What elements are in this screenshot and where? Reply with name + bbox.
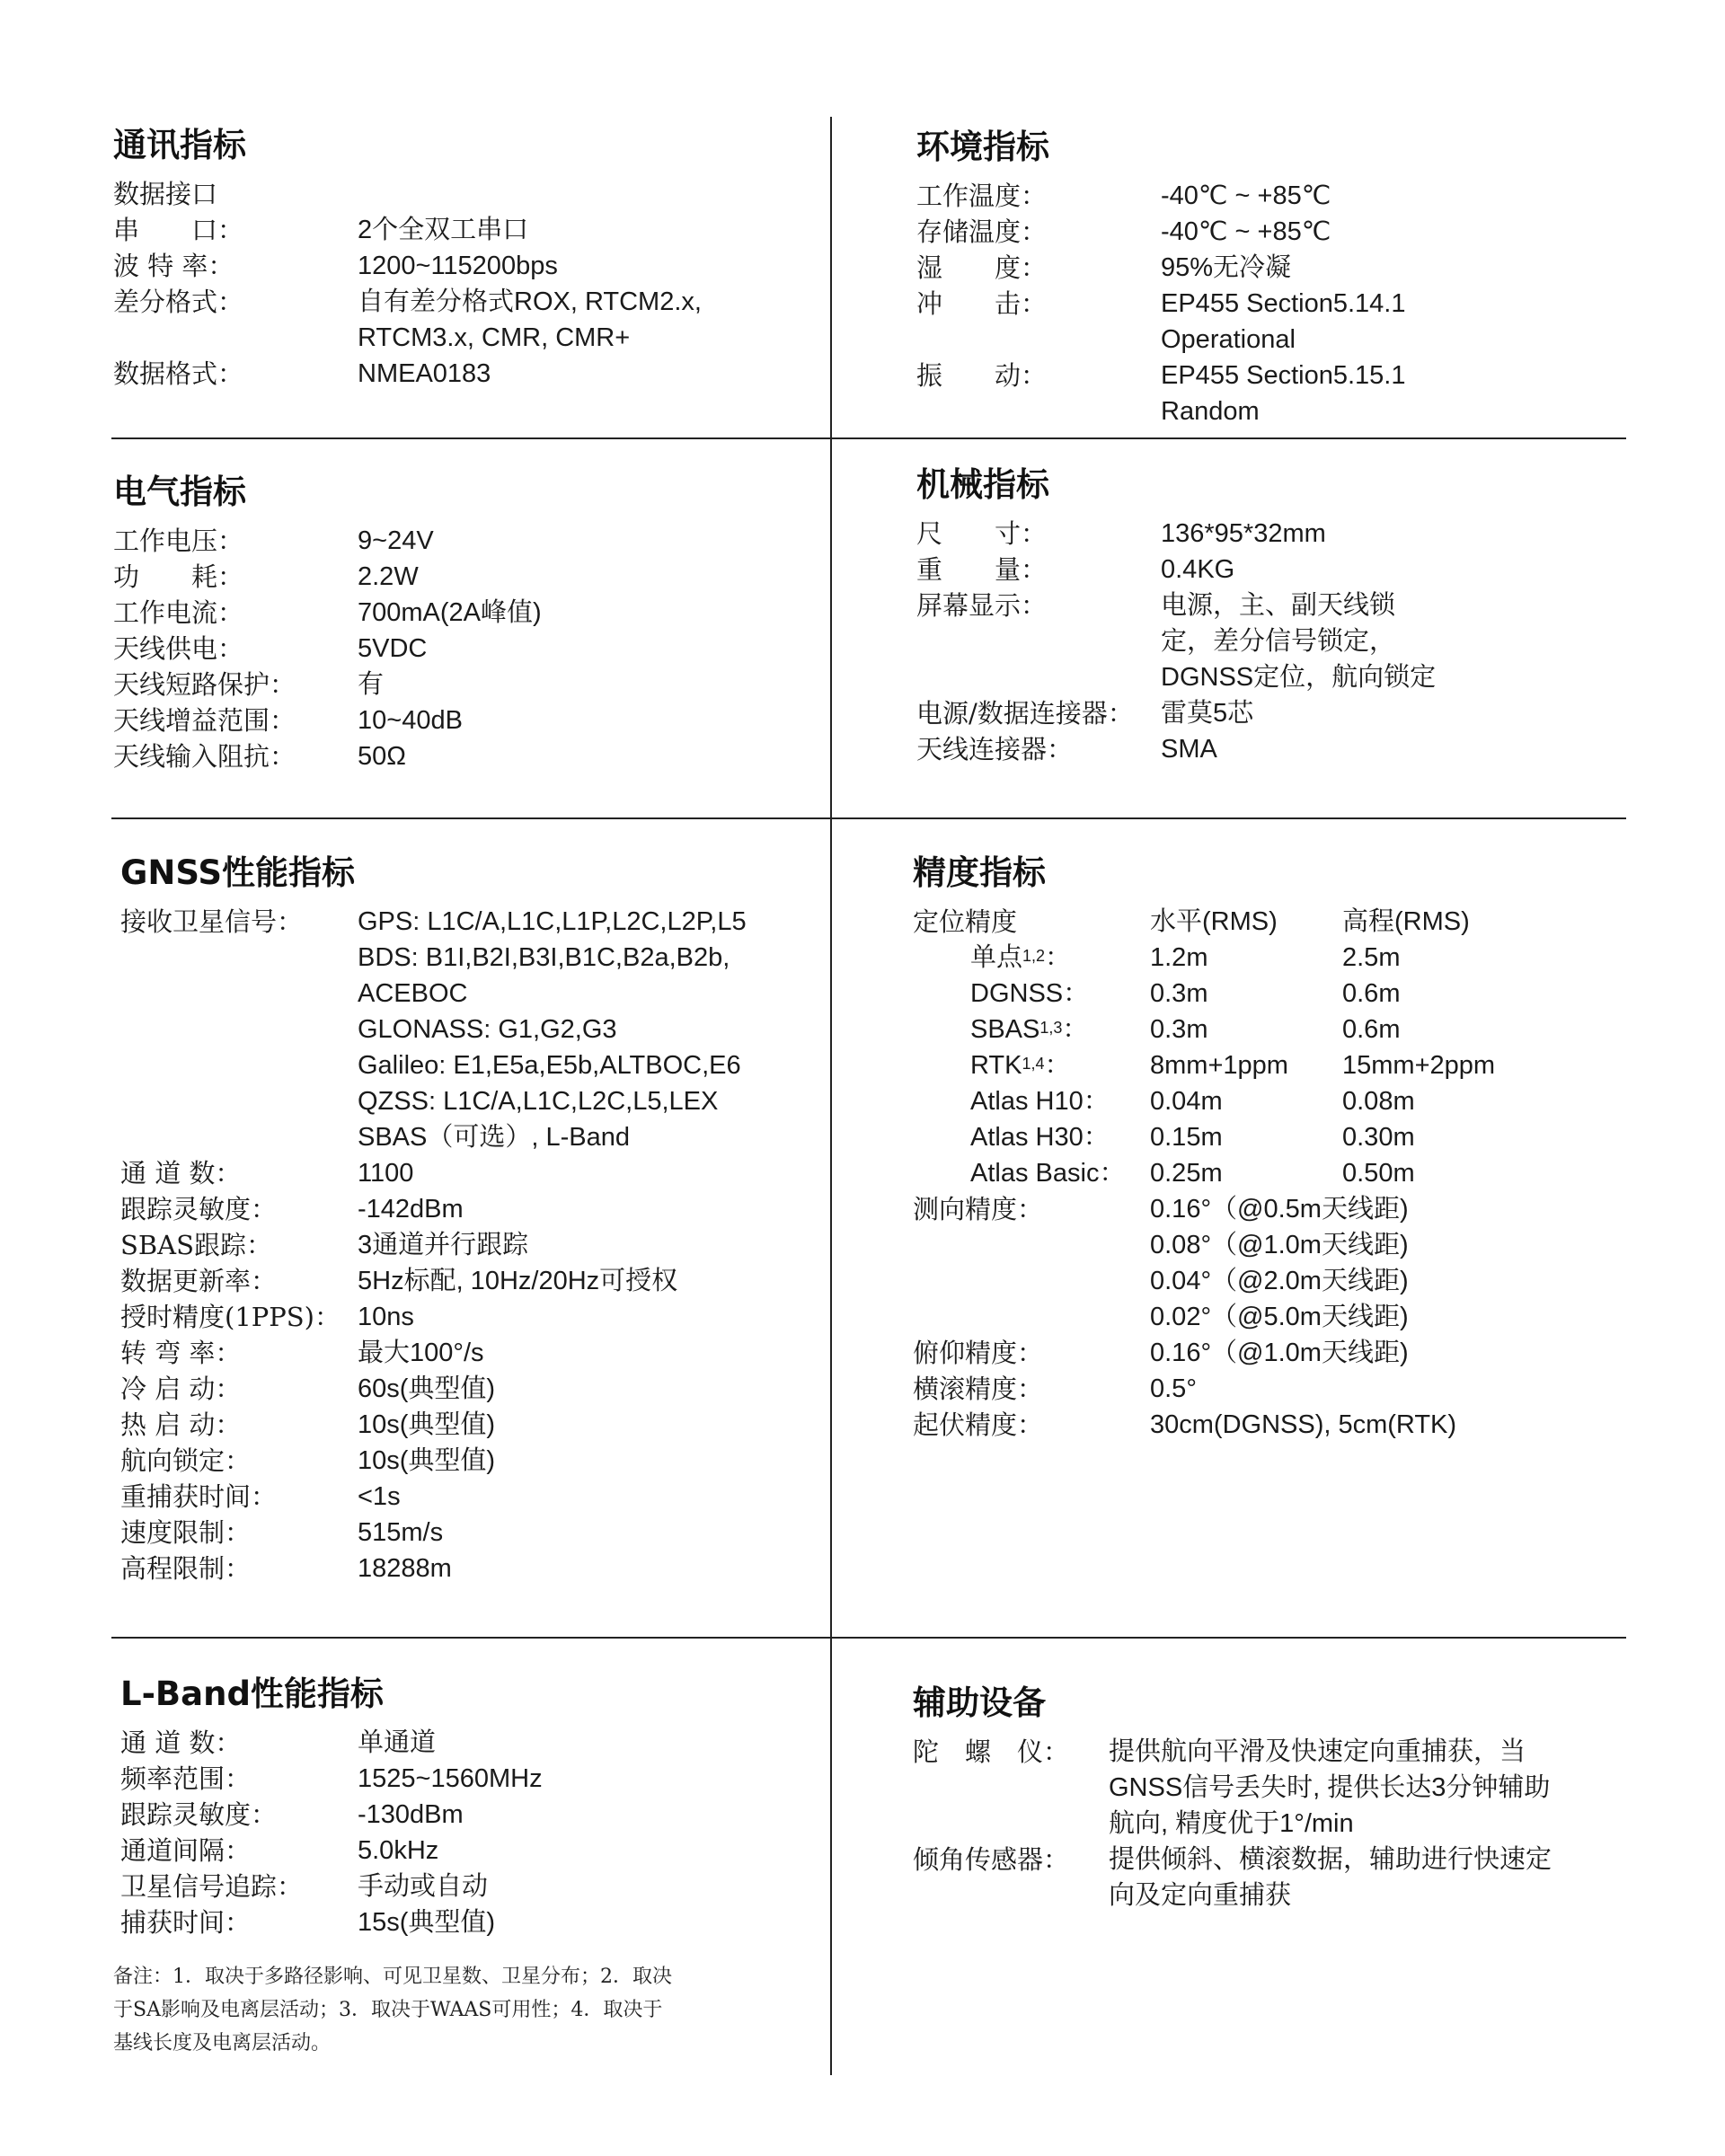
gnss-row-value-line: 最大100°/s — [358, 1339, 484, 1367]
lband-section — [120, 1673, 543, 1940]
gnss-row-value — [358, 1191, 464, 1227]
mech-rows — [916, 516, 1436, 767]
lband-row-value — [358, 1725, 436, 1761]
env-row-value-line: 95%无冷凝 — [1161, 253, 1292, 282]
env-section — [916, 126, 1405, 429]
prec-header-label: 定位精度 — [913, 906, 1018, 937]
env-row-label: 冲 击： — [916, 288, 1048, 319]
gnss-row-value — [358, 1479, 401, 1515]
mech-row-value-line: 电源，主、副天线锁 — [1161, 591, 1396, 620]
prec-vertical-value: 15mm+2ppm — [1342, 1051, 1496, 1080]
elec-rows — [113, 523, 542, 774]
prec-horizontal-value: 0.3m — [1150, 979, 1208, 1008]
prec-horizontal-value: 1.2m — [1150, 943, 1208, 972]
prec-table-row — [913, 1012, 1495, 1047]
prec-extra-value: 30cm(DGNSS), 5cm(RTK) — [1150, 1410, 1457, 1439]
gnss-row-label: 转 弯 率： — [120, 1338, 242, 1368]
lband-row-value — [358, 1761, 543, 1797]
elec-row-value — [358, 631, 427, 667]
comm-row-value — [358, 356, 491, 392]
prec-table-row — [913, 1119, 1495, 1155]
comm-row-label: 差分格式： — [113, 287, 244, 317]
gnss-row — [120, 1479, 747, 1515]
prec-horizontal-value: 0.3m — [1150, 1015, 1208, 1044]
elec-row — [113, 631, 542, 667]
comm-row-value-line: RTCM3.x, CMR, CMR+ — [358, 323, 631, 352]
elec-row — [113, 738, 542, 774]
gnss-row — [120, 904, 747, 1155]
env-row — [916, 250, 1405, 286]
prec-horizontal-value: 8mm+1ppm — [1150, 1051, 1288, 1080]
mech-row-value — [1161, 731, 1217, 767]
comm-row-value-line: 自有差分格式ROX, RTCM2.x, — [358, 287, 702, 316]
env-row — [916, 178, 1405, 214]
mech-row — [916, 731, 1436, 767]
elec-row — [113, 595, 542, 631]
gnss-row-value — [358, 904, 747, 1155]
prec-more-rows — [913, 1335, 1495, 1443]
aux-row-value-line: 向及定向重捕获 — [1109, 1881, 1292, 1910]
gnss-row — [120, 1515, 747, 1551]
lband-row-label: 频率范围： — [120, 1763, 252, 1794]
prec-table-row — [913, 1083, 1495, 1119]
prec-mode-colon: ： — [1062, 1015, 1089, 1044]
gnss-row-label: 通 道 数： — [120, 1158, 242, 1188]
aux-row-label: 倾角传感器： — [913, 1844, 1070, 1875]
lband-row-label: 卫星信号追踪： — [120, 1871, 304, 1902]
prec-mode-text: 单点 — [970, 943, 1023, 972]
mech-row-value — [1161, 695, 1253, 731]
gnss-row-value-line: BDS: B1I,B2I,B3I,B1C,B2a,B2b, — [358, 943, 730, 972]
prec-table-row — [913, 976, 1495, 1012]
gnss-row-value-line: 18288m — [358, 1554, 452, 1583]
gnss-row-value-line: SBAS（可选）, L-Band — [358, 1123, 630, 1152]
prec-extra-label: 横滚精度： — [913, 1374, 1044, 1404]
gnss-row — [120, 1191, 747, 1227]
elec-row-value-line: 2.2W — [358, 562, 419, 591]
prec-vertical-value: 0.6m — [1342, 979, 1401, 1008]
prec-mode-colon: ： — [1045, 943, 1072, 972]
elec-row-label: 天线短路保护： — [113, 669, 296, 700]
lband-row-value-line: 1525~1560MHz — [358, 1764, 543, 1793]
vertical-divider — [830, 117, 832, 2075]
prec-mode-label — [913, 1012, 1150, 1047]
prec-mode-footnote-ref: 1,3 — [1039, 1019, 1063, 1037]
comm-subtitle: 数据接口 — [113, 179, 218, 209]
gnss-row-label: 冷 启 动： — [120, 1374, 242, 1404]
env-row-label: 湿 度： — [916, 252, 1048, 283]
mech-row-label: 尺 寸： — [916, 518, 1048, 549]
env-row-value-line: Operational — [1161, 325, 1296, 354]
comm-row — [113, 212, 702, 248]
mech-row-value — [1161, 552, 1234, 588]
env-row — [916, 358, 1405, 429]
gnss-row — [120, 1155, 747, 1191]
lband-row-label: 跟踪灵敏度： — [120, 1799, 278, 1830]
lband-row-value-line: 15s(典型值) — [358, 1908, 496, 1937]
gnss-row-value-line: <1s — [358, 1482, 401, 1511]
aux-row-value-line: 提供航向平滑及快速定向重捕获，当 — [1109, 1737, 1526, 1766]
prec-vertical-value: 2.5m — [1342, 943, 1401, 972]
elec-row-value — [358, 702, 463, 738]
mech-title: 机械指标 — [916, 465, 1049, 504]
env-row-value — [1161, 250, 1291, 286]
lband-row — [120, 1725, 543, 1761]
elec-row-value — [358, 559, 419, 595]
footnote-line: 于SA影响及电离层活动；3．取决于WAAS可用性；4．取决于 — [113, 1999, 663, 2021]
env-row-value-line: Random — [1161, 397, 1260, 426]
gnss-row-value — [358, 1515, 443, 1551]
comm-title: 通讯指标 — [113, 126, 246, 164]
elec-row — [113, 523, 542, 559]
elec-row-value-line: 10~40dB — [358, 706, 463, 735]
comm-row — [113, 356, 702, 392]
comm-row — [113, 284, 702, 356]
aux-row-value-line: GNSS信号丢失时, 提供长达3分钟辅助 — [1109, 1773, 1551, 1802]
gnss-row-label: 跟踪灵敏度： — [120, 1194, 278, 1224]
prec-mode-label — [913, 1047, 1150, 1083]
lband-row-value — [358, 1904, 495, 1940]
heading-accuracy-value: 0.02°（@5.0m天线距) — [1150, 1303, 1409, 1331]
elec-row-label: 天线增益范围： — [113, 705, 296, 736]
elec-row-value — [358, 595, 542, 631]
env-row-value — [1161, 286, 1405, 358]
env-row — [916, 286, 1405, 358]
prec-extra-value: 0.5° — [1150, 1374, 1197, 1403]
gnss-section — [120, 852, 747, 1586]
gnss-row-value-line: 10ns — [358, 1303, 414, 1331]
heading-accuracy-value: 0.04°（@2.0m天线距) — [1150, 1267, 1409, 1295]
comm-row-value — [358, 212, 528, 248]
env-row-value — [1161, 358, 1405, 429]
horizontal-divider-1 — [111, 437, 1626, 439]
elec-row-value — [358, 523, 434, 559]
prec-horizontal-value: 0.15m — [1150, 1123, 1223, 1152]
comm-row-value-line: 1200~115200bps — [358, 252, 558, 280]
prec-table-row — [913, 940, 1495, 976]
elec-row-value — [358, 738, 406, 774]
heading-accuracy-value: 0.16°（@0.5m天线距) — [1150, 1195, 1409, 1224]
lband-row-label: 通道间隔： — [120, 1835, 252, 1866]
aux-rows — [913, 1734, 1552, 1913]
gnss-row-value-line: 1100 — [358, 1159, 414, 1188]
lband-row-value-line: 单通道 — [358, 1728, 437, 1757]
env-row-label: 存储温度： — [916, 216, 1048, 247]
env-row-label: 振 动： — [916, 360, 1048, 391]
aux-section — [913, 1682, 1552, 1913]
gnss-row-value — [358, 1263, 677, 1299]
prec-table-row — [913, 1047, 1495, 1083]
aux-title: 辅助设备 — [913, 1683, 1046, 1722]
prec-mode-footnote-ref: 1,4 — [1022, 1055, 1045, 1073]
prec-header-horizontal: 水平(RMS) — [1150, 907, 1278, 936]
mech-row-value — [1161, 588, 1436, 695]
elec-row-label: 天线输入阻抗： — [113, 741, 296, 772]
env-title: 环境指标 — [916, 128, 1049, 166]
gnss-row-value-line: GLONASS: G1,G2,G3 — [358, 1015, 617, 1044]
lband-row-value-line: 5.0kHz — [358, 1836, 439, 1865]
prec-mode-label — [913, 1083, 1150, 1119]
horizontal-divider-3 — [111, 1637, 1626, 1639]
comm-row-value — [358, 248, 558, 284]
footnote — [113, 1960, 778, 2060]
gnss-row-value-line: QZSS: L1C/A,L1C,L2C,L5,LEX — [358, 1087, 719, 1116]
elec-row-label: 功 耗： — [113, 561, 244, 592]
prec-mode-label — [913, 940, 1150, 976]
mech-row-value — [1161, 516, 1326, 552]
prec-title: 精度指标 — [913, 853, 1046, 892]
prec-mode-text: RTK — [970, 1051, 1022, 1080]
gnss-row-label: 接收卫星信号： — [120, 906, 304, 937]
gnss-row-value-line: 3通道并行跟踪 — [358, 1231, 529, 1259]
comm-row-value-line: NMEA0183 — [358, 359, 491, 388]
gnss-row-label: 数据更新率： — [120, 1266, 278, 1296]
prec-vertical-value: 0.6m — [1342, 1015, 1401, 1044]
lband-row-label: 通 道 数： — [120, 1727, 242, 1758]
lband-row-value — [358, 1797, 464, 1833]
prec-mode-footnote-ref: 1,2 — [1022, 947, 1046, 965]
prec-mode-text: DGNSS： — [970, 979, 1090, 1008]
prec-horizontal-value: 0.04m — [1150, 1087, 1223, 1116]
footnote-line: 基线长度及电离层活动。 — [113, 2032, 332, 2054]
elec-row-value-line: 5VDC — [358, 634, 428, 663]
footnote-line: 备注：1．取决于多路径影响、可见卫星数、卫星分布；2．取决 — [113, 1966, 672, 1988]
prec-extra-label: 俯仰精度： — [913, 1338, 1044, 1368]
elec-section — [113, 471, 542, 774]
mech-row-label: 重 量： — [916, 554, 1048, 585]
elec-row-value-line: 有 — [358, 670, 385, 699]
prec-vertical-value: 0.08m — [1342, 1087, 1415, 1116]
lband-row-value-line: -130dBm — [358, 1800, 464, 1829]
elec-row — [113, 559, 542, 595]
aux-row — [913, 1734, 1552, 1842]
mech-row-label: 屏幕显示： — [916, 590, 1048, 621]
elec-row-label: 天线供电： — [113, 633, 244, 664]
gnss-row-label: 热 启 动： — [120, 1409, 242, 1440]
env-row-label: 工作温度： — [916, 181, 1048, 211]
env-row-value-line: EP455 Section5.14.1 — [1161, 289, 1406, 318]
gnss-row-value — [358, 1227, 528, 1263]
gnss-row — [120, 1371, 747, 1407]
elec-title: 电气指标 — [113, 473, 246, 511]
lband-row-value — [358, 1869, 488, 1904]
prec-mode-text: Atlas Basic： — [970, 1159, 1126, 1188]
env-row-value — [1161, 214, 1331, 250]
mech-row-label: 天线连接器： — [916, 734, 1074, 764]
mech-row — [916, 695, 1436, 731]
prec-header — [913, 904, 1495, 940]
lband-rows — [120, 1725, 543, 1940]
mech-row-value-line: DGNSS定位，航向锁定 — [1161, 663, 1437, 692]
aux-row-value — [1109, 1734, 1550, 1842]
prec-vertical-value: 0.30m — [1342, 1123, 1415, 1152]
elec-row-label: 工作电压： — [113, 526, 244, 556]
lband-row-value — [358, 1833, 438, 1869]
lband-row — [120, 1761, 543, 1797]
comm-row-label: 波 特 率： — [113, 251, 234, 281]
env-row-value — [1161, 178, 1331, 214]
lband-row — [120, 1797, 543, 1833]
mech-row-value-line: 0.4KG — [1161, 555, 1235, 584]
mech-section — [916, 464, 1436, 767]
mech-row — [916, 552, 1436, 588]
gnss-row-value-line: 10s(典型值) — [358, 1446, 496, 1475]
gnss-row-label: 航向锁定： — [120, 1445, 252, 1476]
elec-row-value-line: 700mA(2A峰值) — [358, 598, 542, 627]
prec-section — [913, 852, 1495, 1443]
gnss-rows — [120, 904, 747, 1586]
prec-extra-row — [913, 1407, 1495, 1443]
comm-row-label: 串 口： — [113, 215, 244, 245]
elec-row — [113, 702, 542, 738]
lband-row-value-line: 手动或自动 — [358, 1872, 489, 1901]
gnss-row-label: 高程限制： — [120, 1553, 252, 1584]
prec-header-vertical: 高程(RMS) — [1342, 907, 1470, 936]
gnss-row-label: 速度限制： — [120, 1517, 252, 1548]
aux-row-label: 陀 螺 仪： — [913, 1736, 1070, 1767]
prec-vertical-value: 0.50m — [1342, 1159, 1415, 1188]
heading-accuracy-label: 测向精度： — [913, 1194, 1044, 1224]
aux-row — [913, 1842, 1552, 1913]
horizontal-divider-2 — [111, 817, 1626, 819]
prec-mode-label — [913, 1155, 1150, 1191]
gnss-row-value — [358, 1155, 413, 1191]
gnss-row-value-line: Galileo: E1,E5a,E5b,ALTBOC,E6 — [358, 1051, 741, 1080]
mech-row — [916, 588, 1436, 695]
lband-row — [120, 1904, 543, 1940]
gnss-row — [120, 1551, 747, 1586]
env-row-value-line: -40℃ ~ +85℃ — [1161, 217, 1331, 246]
aux-row-value — [1109, 1842, 1552, 1913]
comm-row-value-line: 2个全双工串口 — [358, 216, 529, 244]
prec-table-row — [913, 1155, 1495, 1191]
gnss-row-label: 重捕获时间： — [120, 1481, 278, 1512]
gnss-row-label: SBAS跟踪： — [120, 1230, 272, 1260]
comm-section — [113, 124, 702, 392]
prec-extra-row — [913, 1335, 1495, 1371]
elec-row-value-line: 9~24V — [358, 526, 434, 555]
prec-mode-label — [913, 1119, 1150, 1155]
heading-accuracy-value: 0.08°（@1.0m天线距) — [1150, 1231, 1409, 1259]
mech-row — [916, 516, 1436, 552]
lband-row-label: 捕获时间： — [120, 1907, 252, 1938]
heading-accuracy-row — [913, 1191, 1495, 1335]
gnss-row-value — [358, 1335, 484, 1371]
mech-row-value-line: 136*95*32mm — [1161, 519, 1326, 548]
gnss-row-value-line: ACEBOC — [358, 979, 468, 1008]
lband-title: L-Band性能指标 — [120, 1674, 384, 1713]
lband-row — [120, 1833, 543, 1869]
gnss-row-value-line: GPS: L1C/A,L1C,L1P,L2C,L2P,L5 — [358, 907, 747, 936]
gnss-row — [120, 1299, 747, 1335]
heading-accuracy-values — [1150, 1191, 1409, 1335]
gnss-row-value-line: -142dBm — [358, 1195, 464, 1224]
env-row-value-line: EP455 Section5.15.1 — [1161, 361, 1406, 390]
aux-row-value-line: 航向, 精度优于1°/min — [1109, 1809, 1354, 1838]
gnss-row — [120, 1443, 747, 1479]
gnss-row — [120, 1263, 747, 1299]
gnss-row-value — [358, 1371, 495, 1407]
prec-mode-text: SBAS — [970, 1015, 1040, 1044]
prec-mode-text: Atlas H30： — [970, 1123, 1110, 1152]
gnss-row-value — [358, 1443, 495, 1479]
gnss-row — [120, 1407, 747, 1443]
prec-extra-label: 起伏精度： — [913, 1409, 1044, 1440]
prec-horizontal-value: 0.25m — [1150, 1159, 1223, 1188]
mech-row-label: 电源/数据连接器： — [916, 698, 1134, 729]
elec-row — [113, 667, 542, 702]
comm-row-label: 数据格式： — [113, 358, 244, 389]
elec-row-label: 工作电流： — [113, 597, 244, 628]
gnss-row-value-line: 5Hz标配, 10Hz/20Hz可授权 — [358, 1267, 678, 1295]
elec-row-value — [358, 667, 384, 702]
gnss-row — [120, 1335, 747, 1371]
env-rows — [916, 178, 1405, 429]
env-row — [916, 214, 1405, 250]
prec-mode-label — [913, 976, 1150, 1012]
elec-row-value-line: 50Ω — [358, 742, 406, 771]
aux-row-value-line: 提供倾斜、横滚数据，辅助进行快速定 — [1109, 1845, 1552, 1874]
comm-row — [113, 248, 702, 284]
comm-rows — [113, 212, 702, 392]
mech-row-value-line: 雷莫5芯 — [1161, 699, 1254, 728]
gnss-row-value — [358, 1551, 452, 1586]
prec-mode-colon: ： — [1044, 1051, 1071, 1080]
mech-row-value-line: SMA — [1161, 735, 1217, 764]
prec-rows — [913, 940, 1495, 1191]
gnss-row-value — [358, 1299, 414, 1335]
gnss-row-value-line: 515m/s — [358, 1518, 444, 1547]
prec-extra-row — [913, 1371, 1495, 1407]
gnss-row-label: 授时精度(1PPS)： — [120, 1302, 341, 1332]
gnss-row — [120, 1227, 747, 1263]
prec-mode-text: Atlas H10： — [970, 1087, 1110, 1116]
prec-extra-value: 0.16°（@1.0m天线距) — [1150, 1339, 1409, 1367]
gnss-row-value-line: 10s(典型值) — [358, 1410, 496, 1439]
lband-row — [120, 1869, 543, 1904]
gnss-title: GNSS性能指标 — [120, 853, 355, 892]
mech-row-value-line: 定，差分信号锁定， — [1161, 627, 1396, 656]
gnss-row-value-line: 60s(典型值) — [358, 1374, 496, 1403]
gnss-row-value — [358, 1407, 495, 1443]
env-row-value-line: -40℃ ~ +85℃ — [1161, 181, 1331, 210]
comm-row-value — [358, 284, 702, 356]
